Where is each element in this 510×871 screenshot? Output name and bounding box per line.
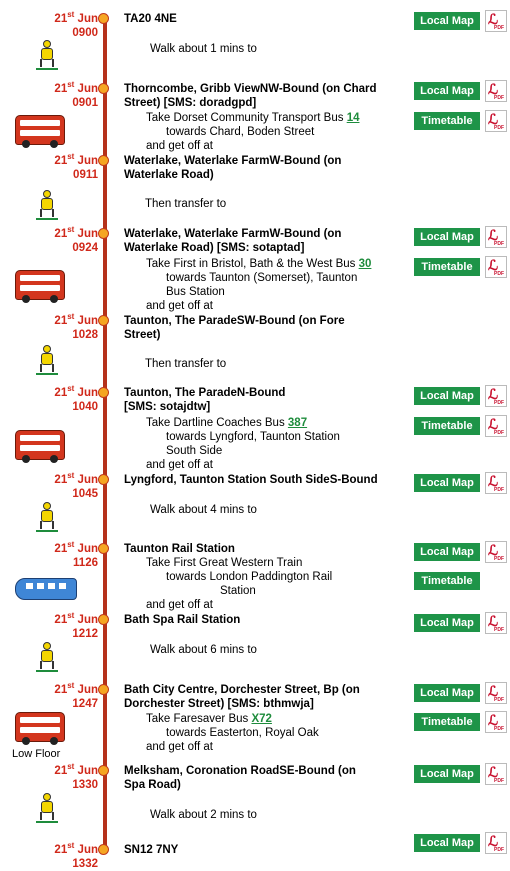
bus-icon bbox=[15, 270, 65, 300]
stop-name: Thorncombe, Gribb ViewNW-Bound (on Chard Street) [SMS: doradgpd] bbox=[124, 83, 377, 109]
stop-time: 21st Jun 0900 bbox=[54, 10, 98, 39]
timetable-button[interactable]: Timetable bbox=[414, 112, 480, 130]
walk-instruction: Walk about 4 mins to bbox=[150, 504, 257, 516]
walk-icon bbox=[36, 502, 58, 532]
walk-instruction: Walk about 6 mins to bbox=[150, 644, 257, 656]
local-map-button[interactable]: Local Map bbox=[414, 82, 480, 100]
pdf-icon[interactable]: ℒ PDF bbox=[485, 682, 507, 704]
pdf-icon[interactable]: ℒ PDF bbox=[485, 832, 507, 854]
pdf-icon[interactable]: ℒ PDF bbox=[485, 10, 507, 32]
timetable-button[interactable]: Timetable bbox=[414, 258, 480, 276]
stop-marker bbox=[98, 614, 109, 625]
stop-time: 21st Jun 0911 bbox=[54, 152, 98, 181]
stop-time: 21st Jun 1332 bbox=[54, 841, 98, 870]
stop-marker bbox=[98, 83, 109, 94]
walk-instruction: Walk about 1 mins to bbox=[150, 43, 257, 55]
local-map-button[interactable]: Local Map bbox=[414, 474, 480, 492]
route-link[interactable]: 14 bbox=[346, 112, 360, 124]
leg-instruction: Take Dorset Community Transport Bus 14 towards Chard, Boden Street and get off at bbox=[146, 112, 360, 152]
stop-marker bbox=[98, 543, 109, 554]
leg-instruction: Take First in Bristol, Bath & the West Bus 30 towards Taunton (Somerset), Taunton Bus Station and get off at bbox=[146, 258, 372, 312]
stop-marker bbox=[98, 155, 109, 166]
pdf-icon[interactable]: ℒ PDF bbox=[485, 711, 507, 733]
timetable-button[interactable]: Timetable bbox=[414, 417, 480, 435]
walk-icon bbox=[36, 40, 58, 70]
stop-marker bbox=[98, 684, 109, 695]
stop-marker bbox=[98, 765, 109, 776]
stop-time: 21st Jun 1212 bbox=[54, 611, 98, 640]
stop-marker bbox=[98, 13, 109, 24]
pdf-icon[interactable]: ℒ PDF bbox=[485, 472, 507, 494]
stop-name: Waterlake, Waterlake FarmW-Bound (on Waterlake Road) [SMS: sotaptad] bbox=[124, 228, 342, 254]
route-link[interactable]: X72 bbox=[251, 713, 272, 725]
stop-name: TA20 4NE bbox=[124, 13, 177, 25]
local-map-button[interactable]: Local Map bbox=[414, 684, 480, 702]
transfer-instruction: Then transfer to bbox=[145, 198, 227, 210]
stop-name: Taunton, The ParadeN-Bound [SMS: sotajdtw] bbox=[124, 387, 286, 413]
pdf-icon[interactable]: ℒ PDF bbox=[485, 612, 507, 634]
stop-time: 21st Jun 0924 bbox=[54, 225, 98, 254]
stop-time: 21st Jun 1040 bbox=[54, 384, 98, 413]
walk-icon bbox=[36, 190, 58, 220]
stop-marker bbox=[98, 315, 109, 326]
stop-time: 21st Jun 1045 bbox=[54, 471, 98, 500]
local-map-button[interactable]: Local Map bbox=[414, 614, 480, 632]
stop-name: Waterlake, Waterlake FarmW-Bound (on Waterlake Road) bbox=[124, 155, 342, 181]
pdf-icon[interactable]: ℒ PDF bbox=[485, 415, 507, 437]
pdf-icon[interactable]: ℒ PDF bbox=[485, 541, 507, 563]
bus-icon bbox=[15, 430, 65, 460]
stop-marker bbox=[98, 387, 109, 398]
stop-name: Lyngford, Taunton Station South SideS-Bound bbox=[124, 474, 378, 486]
local-map-button[interactable]: Local Map bbox=[414, 228, 480, 246]
timetable-button[interactable]: Timetable bbox=[414, 572, 480, 590]
stop-marker bbox=[98, 844, 109, 855]
leg-instruction: Take First Great Western Train towards London Paddington Rail Station and get off at bbox=[146, 557, 333, 611]
pdf-icon[interactable]: ℒ PDF bbox=[485, 385, 507, 407]
walk-icon bbox=[36, 345, 58, 375]
pdf-icon[interactable]: ℒ PDF bbox=[485, 226, 507, 248]
train-icon bbox=[15, 578, 77, 600]
local-map-button[interactable]: Local Map bbox=[414, 12, 480, 30]
bus-icon bbox=[15, 712, 65, 742]
low-floor-label: Low Floor bbox=[12, 748, 61, 760]
local-map-button[interactable]: Local Map bbox=[414, 387, 480, 405]
timetable-button[interactable]: Timetable bbox=[414, 713, 480, 731]
stop-name: Taunton, The ParadeSW-Bound (on Fore Street) bbox=[124, 315, 345, 341]
leg-instruction: Take Faresaver Bus X72 towards Easterton, Royal Oak and get off at bbox=[146, 713, 319, 753]
pdf-icon[interactable]: ℒ PDF bbox=[485, 256, 507, 278]
route-link[interactable]: 387 bbox=[287, 417, 308, 429]
walk-icon bbox=[36, 793, 58, 823]
stop-time: 21st Jun 1247 bbox=[54, 681, 98, 710]
stop-time: 21st Jun 1330 bbox=[54, 762, 98, 791]
pdf-icon[interactable]: ℒ PDF bbox=[485, 763, 507, 785]
route-line bbox=[103, 20, 107, 852]
stop-time: 21st Jun 1126 bbox=[54, 540, 98, 569]
stop-time: 21st Jun 0901 bbox=[54, 80, 98, 109]
stop-marker bbox=[98, 228, 109, 239]
pdf-icon[interactable]: ℒ PDF bbox=[485, 110, 507, 132]
local-map-button[interactable]: Local Map bbox=[414, 834, 480, 852]
stop-time: 21st Jun 1028 bbox=[54, 312, 98, 341]
local-map-button[interactable]: Local Map bbox=[414, 765, 480, 783]
stop-name: SN12 7NY bbox=[124, 844, 179, 856]
pdf-icon[interactable]: ℒ PDF bbox=[485, 80, 507, 102]
local-map-button[interactable]: Local Map bbox=[414, 543, 480, 561]
stop-name: Bath Spa Rail Station bbox=[124, 614, 241, 626]
stop-name: Melksham, Coronation RoadSE-Bound (on Spa Road) bbox=[124, 765, 356, 791]
leg-instruction: Take Dartline Coaches Bus 387 towards Lyngford, Taunton Station South Side and get off at bbox=[146, 417, 340, 471]
stop-marker bbox=[98, 474, 109, 485]
walk-icon bbox=[36, 642, 58, 672]
walk-instruction: Walk about 2 mins to bbox=[150, 809, 257, 821]
bus-icon bbox=[15, 115, 65, 145]
stop-name: Bath City Centre, Dorchester Street, Bp (on Dorchester Street) [SMS: bthmwja] bbox=[124, 684, 360, 710]
route-link[interactable]: 30 bbox=[358, 258, 372, 270]
transfer-instruction: Then transfer to bbox=[145, 358, 227, 370]
stop-name: Taunton Rail Station bbox=[124, 543, 235, 555]
